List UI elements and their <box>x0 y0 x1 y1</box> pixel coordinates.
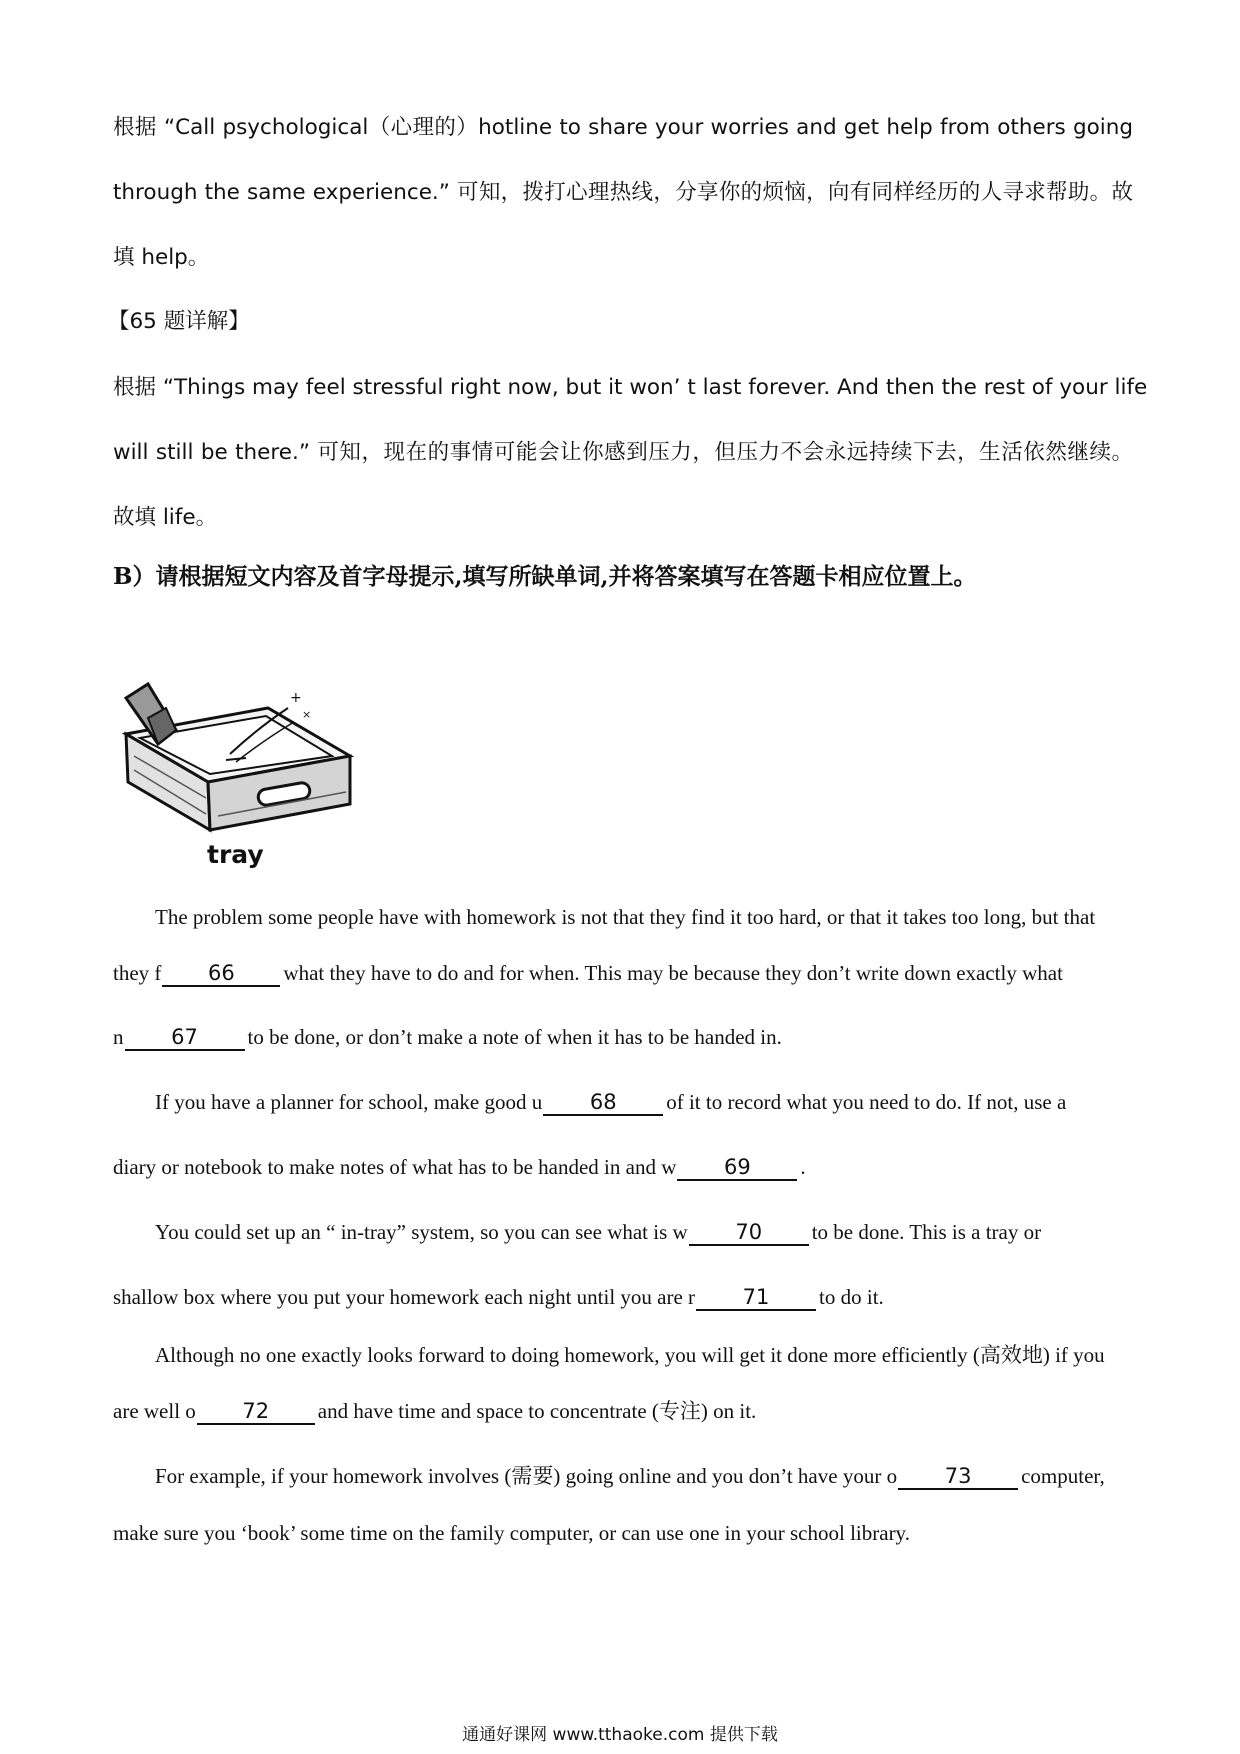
passage-p1-line-1: The problem some people have with homework is not that they find it too hard, or that it takes too long, but that <box>155 905 1096 929</box>
answer-blank-71[interactable]: 71 <box>696 1285 816 1311</box>
passage-p5-line-1 <box>155 1461 1140 1491</box>
passage-text: n <box>113 1025 124 1049</box>
passage-p2-line-2 <box>113 1152 1133 1182</box>
passage-p4-line-1: Although no one exactly looks forward to doing homework, you will get it done more efficiently (高效地) if you <box>155 1343 1105 1367</box>
passage-text: what they have to do and for when. This may be because they don’t write down exactly what <box>283 961 1063 985</box>
q64-explanation-line-2: through the same experience.” 可知，拨打心理热线，分享你的烦恼，向有同样经历的人寻求帮助。故 <box>113 180 1133 205</box>
passage-text: shallow box where you put your homework each night until you are r <box>113 1285 696 1309</box>
page-footer: 通通好课网 www.tthaoke.com 提供下载 <box>462 1725 778 1745</box>
answer-blank-70[interactable]: 70 <box>689 1220 809 1246</box>
passage-text: If you have a planner for school, make good u <box>155 1090 543 1114</box>
passage-text: they f <box>113 961 162 985</box>
passage-p1-line-3 <box>113 1022 1133 1052</box>
passage-text: and have time and space to concentrate (专注) on it. <box>317 1399 757 1423</box>
answer-blank-72[interactable]: 72 <box>197 1399 315 1425</box>
passage-p2-line-1 <box>155 1087 1175 1117</box>
answer-blank-69[interactable]: 69 <box>677 1155 797 1181</box>
answer-blank-73[interactable]: 73 <box>898 1464 1018 1490</box>
answer-blank-66[interactable]: 66 <box>162 961 280 987</box>
answer-blank-67[interactable]: 67 <box>125 1025 245 1051</box>
passage-p3-line-2 <box>113 1282 1133 1312</box>
passage-text: . <box>800 1155 806 1179</box>
tray-label: tray <box>207 840 264 869</box>
svg-text:+: + <box>290 690 302 706</box>
section-b-instruction: B）请根据短文内容及首字母提示,填写所缺单词,并将答案填写在答题卡相应位置上。 <box>113 563 977 590</box>
passage-text: to do it. <box>819 1285 884 1309</box>
answer-blank-68[interactable]: 68 <box>543 1090 663 1116</box>
q65-explanation-line-1: 根据 “Things may feel stressful right now, but it won’ t last forever. And then the rest of your life <box>113 375 1148 400</box>
q65-explanation-line-2: will still be there.” 可知，现在的事情可能会让你感到压力，但压力不会永远持续下去，生活依然继续。 <box>113 440 1133 465</box>
passage-text: of it to record what you need to do. If not, use a <box>666 1090 1067 1114</box>
passage-p1-line-2 <box>113 958 1133 988</box>
passage-text: are well o <box>113 1399 196 1423</box>
passage-text: computer, <box>1021 1464 1105 1488</box>
passage-text: to be done, or don’t make a note of when it has to be handed in. <box>247 1025 782 1049</box>
q65-explanation-line-3: 故填 life。 <box>113 505 218 530</box>
q64-explanation-line-1: 根据 “Call psychological（心理的）hotline to share your worries and get help from others going <box>113 115 1133 140</box>
passage-text: You could set up an “ in-tray” system, so you can see what is w <box>155 1220 688 1244</box>
passage-p4-line-2 <box>113 1396 1133 1426</box>
passage-text: to be done. This is a tray or <box>811 1220 1042 1244</box>
q64-explanation-line-3: 填 help。 <box>113 245 210 270</box>
svg-text:×: × <box>302 708 312 721</box>
passage-p5-line-2: make sure you ‘book’ some time on the family computer, or can use one in your school library. <box>113 1521 910 1545</box>
passage-text: diary or notebook to make notes of what has to be handed in and w <box>113 1155 677 1179</box>
passage-p3-line-1 <box>155 1217 1175 1247</box>
passage-text: For example, if your homework involves (需要) going online and you don’t have your o <box>155 1464 898 1488</box>
q65-heading: 【65 题详解】 <box>108 309 250 334</box>
